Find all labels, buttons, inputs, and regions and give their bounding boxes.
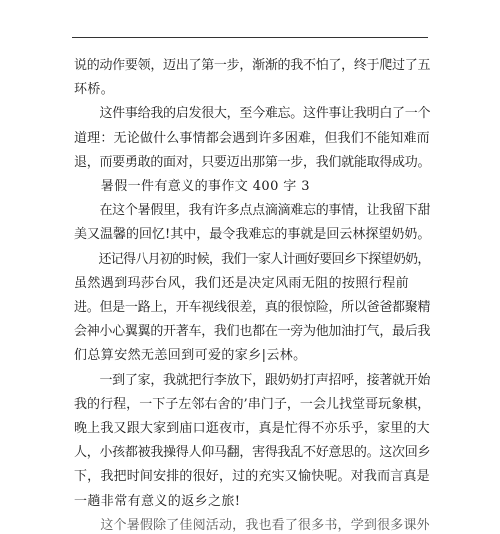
text-line: 下，我把时间安排的很好，过的充实又愉快呢。对我而言真是 xyxy=(74,469,430,484)
text-line: 说的动作要领，迈出了第一步，渐渐的我不怕了，终于爬过了五 xyxy=(74,58,431,73)
header-rule xyxy=(72,37,428,38)
text-line: 虽然遇到玛莎台风，我们还是决定风雨无阻的按照行程前 xyxy=(74,276,410,291)
text-line: 退，而要勇敢的面对，只要迈出那第一步，我们就能取得成功。 xyxy=(74,155,431,170)
text-line: 们总算安然无恙回到可爱的家乡|云林。 xyxy=(74,348,307,363)
text-line: 晚上我又跟大家到庙口逛夜市，真是忙得不亦乐乎，家里的大 xyxy=(74,421,430,436)
text-line-cut-off: 这个暑假除了佳阅活动，我也看了很多书，学到很多课外 xyxy=(74,518,430,533)
text-line: 还记得八月初的时候，我们一家人计画好要回乡下探望奶奶， xyxy=(74,252,430,267)
section-heading: 暑假一件有意义的事作文 400 字 3 xyxy=(74,179,310,194)
text-line: 环桥。 xyxy=(74,82,115,97)
text-line: 会神小心翼翼的开著车，我们也都在一旁为他加油打气，最后我 xyxy=(74,324,431,339)
text-line: 一到了家，我就把行李放下，跟奶奶打声招呼，接著就开始 xyxy=(74,373,431,388)
text-line: 我的行程，一下子左邻右舍的’串门子，一会儿找堂哥玩象棋， xyxy=(74,397,431,412)
text-line: 这件事给我的启发很大，至今难忘。这件事让我明白了一个 xyxy=(74,106,431,121)
text-line: 道理：无论做什么事情都会遇到许多困难，但我们不能知难而 xyxy=(74,131,430,146)
text-line: 一趟非常有意义的返乡之旅! xyxy=(74,494,241,509)
text-line: 人，小孩都被我操得人仰马翻，害得我乱不好意思的。这次回乡 xyxy=(74,445,431,460)
text-line: 在这个暑假里，我有许多点点滴滴难忘的事情，让我留下甜 xyxy=(74,203,431,218)
text-line: 美又温馨的回忆!其中，最令我难忘的事就是回云林探望奶奶。 xyxy=(74,227,431,242)
text-line: 进。但是一路上，开车视线很差，真的很惊险，所以爸爸都聚精 xyxy=(74,300,431,315)
